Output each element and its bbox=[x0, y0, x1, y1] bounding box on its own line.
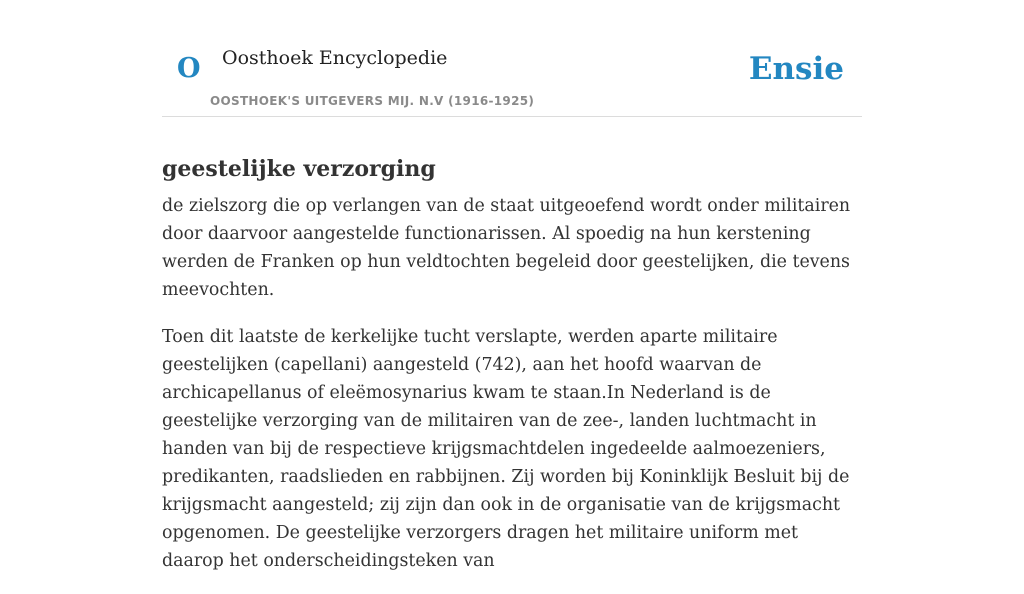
article-paragraph: Toen dit laatste de kerkelijke tucht verslapte, werden aparte militaire geestelijken (capellani) aangesteld (742), aan het hoofd waarvan de archicapellanus of eleëmosynarius kwam te staan.In Nederland is de geestelijke verzorging van de militairen van de zee-, landen luchtmacht in handen van bij de respectieve krijgsmachtdelen ingedeelde aalmoezeniers, predikanten, raadslieden en rabbijnen. Zij worden bij Koninklijk Besluit bij de krijgsmacht aangesteld; zij zijn dan ook in de organisatie van de krijgsmacht opgenomen. De geestelijke verzorgers dragen het militaire uniform met daarop het onderscheidingsteken van bbox=[162, 327, 850, 571]
source-header bbox=[162, 0, 862, 117]
article-term-title: geestelijke verzorging bbox=[162, 155, 436, 182]
source-title-link[interactable]: Oosthoek Encyclopedie bbox=[222, 47, 448, 69]
article-body bbox=[162, 192, 862, 594]
publisher-label: OOSTHOEK'S UITGEVERS MIJ. N.V (1916-1925) bbox=[210, 94, 535, 108]
source-logo[interactable]: O bbox=[177, 53, 201, 84]
ensie-brand-logo[interactable]: Ensie bbox=[748, 51, 844, 87]
article-container bbox=[162, 0, 862, 571]
article-paragraph: de zielszorg die op verlangen van de staat uitgeoefend wordt onder militairen door daarvoor aangestelde functionarissen. Al spoedig na hun kerstening werden de Franken op hun veldtochten begeleid door geestelijken, die tevens meevochten. bbox=[162, 196, 851, 300]
